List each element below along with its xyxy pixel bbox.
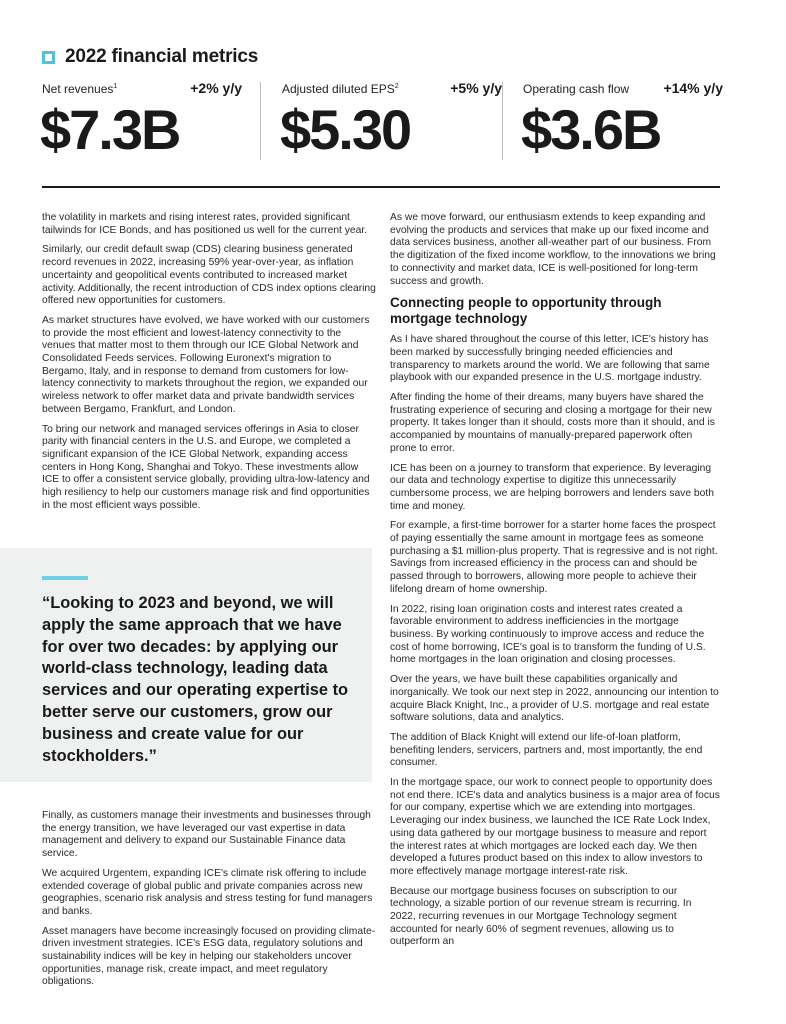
metric-change: +2% y/y — [190, 80, 242, 96]
paragraph: Asset managers have become increasingly focused on providing climate-driven investment strategies. ICE's ESG data, regulatory solutions and sustainability indices will be key in helping our stakeholders uncover opportunities, manage risk, create impact, and meet regulatory obligations. — [42, 925, 376, 988]
left-column-bottom — [42, 810, 376, 996]
metric-change: +5% y/y — [450, 80, 502, 96]
paragraph: In 2022, rising loan origination costs and interest rates created a favorable environment to address inefficiencies in the mortgage business. By working continuously to improve access and reduce the cost of home borrowing, ICE's goal is to transform the funding of U.S. home mortgages in the loan origination and closing processes. — [390, 603, 706, 666]
metric-operating-cash-flow — [523, 80, 723, 162]
paragraph: The addition of Black Knight will extend our life-of-loan platform, benefiting lenders, servicers, partners and, most importantly, the end consumer. — [390, 731, 703, 769]
paragraph: Over the years, we have built these capabilities organically and inorganically. We took our next step in 2022, announcing our intention to acquire Black Knight, Inc., a provider of U.S. mortgage and real estate software solutions, data and analytics. — [390, 674, 719, 724]
page-header — [42, 46, 258, 68]
paragraph: As we move forward, our enthusiasm extends to keep expanding and evolving the products and services that make up our fixed income and data services business, another all-weather part of our business. From the digitization of the fixed income workflow, to the innovations we bring to connectivity and market data, ICE is well-positioned for long-term success and growth. — [390, 212, 716, 287]
paragraph: As market structures have evolved, we have worked with our customers to provide the most efficient and lowest-latency connectivity to the venues that matter most to them through our ICE Global Network and Consolidated Feeds services. Following Euronext's migration to Bergamo, Italy, and in response to demand from customers for low-latency connectivity to markets throughout the region, we expanded our wireless network to offer market data and private bandwidth services between Bergamo, Frankfurt, and London. — [42, 314, 370, 415]
paragraph: ICE has been on a journey to transform that experience. By leveraging our data and technology expertise to digitize this unnecessarily cumbersome process, we are helping borrowers and lenders save both time and money. — [390, 462, 714, 512]
paragraph: To bring our network and managed services offerings in Asia to closer parity with financial centers in the U.S. and Europe, we completed a significant expansion of the ICE Global Network, expanding access centers in Hong Kong, Shanghai and Tokyo. These investments allow ICE to offer a consistent service globally, providing ultra-low-latency and high resiliency to help our customers manage risk and find opportunities in the most efficient ways possible. — [42, 423, 370, 511]
paragraph: Finally, as customers manage their investments and businesses through the energy transition, we have leveraged our vast expertise in data management and delivery to expand our Sustainable Finance data service. — [42, 810, 371, 860]
metric-adjusted-eps — [282, 80, 502, 162]
paragraph: the volatility in markets and rising interest rates, provided significant tailwinds for ICE Bonds, and has positioned us well for the current year. — [42, 212, 368, 236]
paragraph: After finding the home of their dreams, many buyers have shared the frustrating experience of securing and closing a mortgage for their new property. It takes longer than it should, costs more than it should, and is accompanied by mountains of manually-prepared paperwork often prone to error. — [390, 392, 715, 454]
metric-divider — [260, 82, 261, 160]
metric-change: +14% y/y — [663, 80, 723, 96]
section-heading: Connecting people to opportunity through mortgage technology — [390, 295, 662, 327]
paragraph: As I have shared throughout the course of this letter, ICE's history has been marked by successfully bringing needed efficiencies and transparency to markets around the world. We are following that same playbook with our expanded presence in the U.S. mortgage industry. — [390, 334, 710, 384]
pull-quote — [0, 548, 372, 782]
paragraph: For example, a first-time borrower for a starter home faces the prospect of paying essentially the same amount in mortgage fees as someone purchasing a $1 million-plus property. That is regressive and is not right. Savings from increased efficiency in the process can and should be passed through to borrowers, allowing more people to achieve their lifelong dream of home ownership. — [390, 520, 718, 595]
paragraph: We acquired Urgentem, expanding ICE's climate risk offering to include extended coverage of global public and private companies across new geographies, scenario risk analysis and stress testing for fund managers and banks. — [42, 867, 373, 917]
page-title: 2022 financial metrics — [65, 46, 259, 67]
footnote-marker: 2 — [394, 83, 399, 90]
metric-label: Adjusted diluted EPS$^2$ — [282, 82, 399, 96]
quote-accent-bar — [42, 576, 88, 580]
paragraph: In the mortgage space, our work to connect people to opportunity does not end there. ICE's data and analytics business is a major area of focus for our company, expertise which we are extending into mortgages. Leveraging our index business, we launched the ICE Rate Lock Index, using data gathered by our mortgage business to measure and report the interest rates at which mortgages are locked each day. We then developed a futures product based on this index to allow investors to more effectively manage mortgage interest-rate risk. — [390, 777, 720, 877]
paragraph: Because our mortgage business focuses on subscription to our technology, a sizable portion of our revenue stream is recurring. In 2022, recurring revenues in our Mortgage Technology segment accounted for nearly 60% of segment revenues, allowing us to outperform an — [390, 885, 692, 948]
section-divider — [42, 186, 720, 188]
metric-divider — [502, 82, 503, 160]
metric-value: $7.3B — [40, 98, 180, 161]
metric-value: $5.30 — [280, 98, 411, 161]
quote-text: “Looking to 2023 and beyond, we will apply the same approach that we have for over two decades: by applying our world-class technology, leading data services and our operating expertise to better serve our customers, grow our business and create value for our stockholders.” — [42, 594, 349, 765]
right-column — [390, 212, 720, 956]
metric-label: Operating cash flow — [523, 82, 630, 96]
square-outline-icon — [42, 51, 55, 64]
footnote-marker: 1 — [113, 83, 118, 90]
left-column-top — [42, 212, 376, 519]
metric-label: Net revenues$^1$ — [42, 82, 118, 96]
metrics-row — [42, 80, 722, 162]
metric-net-revenues — [42, 80, 242, 162]
paragraph: Similarly, our credit default swap (CDS) clearing business generated record revenues in 2022, increasing 59% year-over-year, as inflation uncertainty and geopolitical events contributed to increased market activity. Additionally, the recent introduction of CDS index options clearing offered new opportunities for customers. — [42, 244, 376, 307]
metric-value: $3.6B — [521, 98, 661, 161]
